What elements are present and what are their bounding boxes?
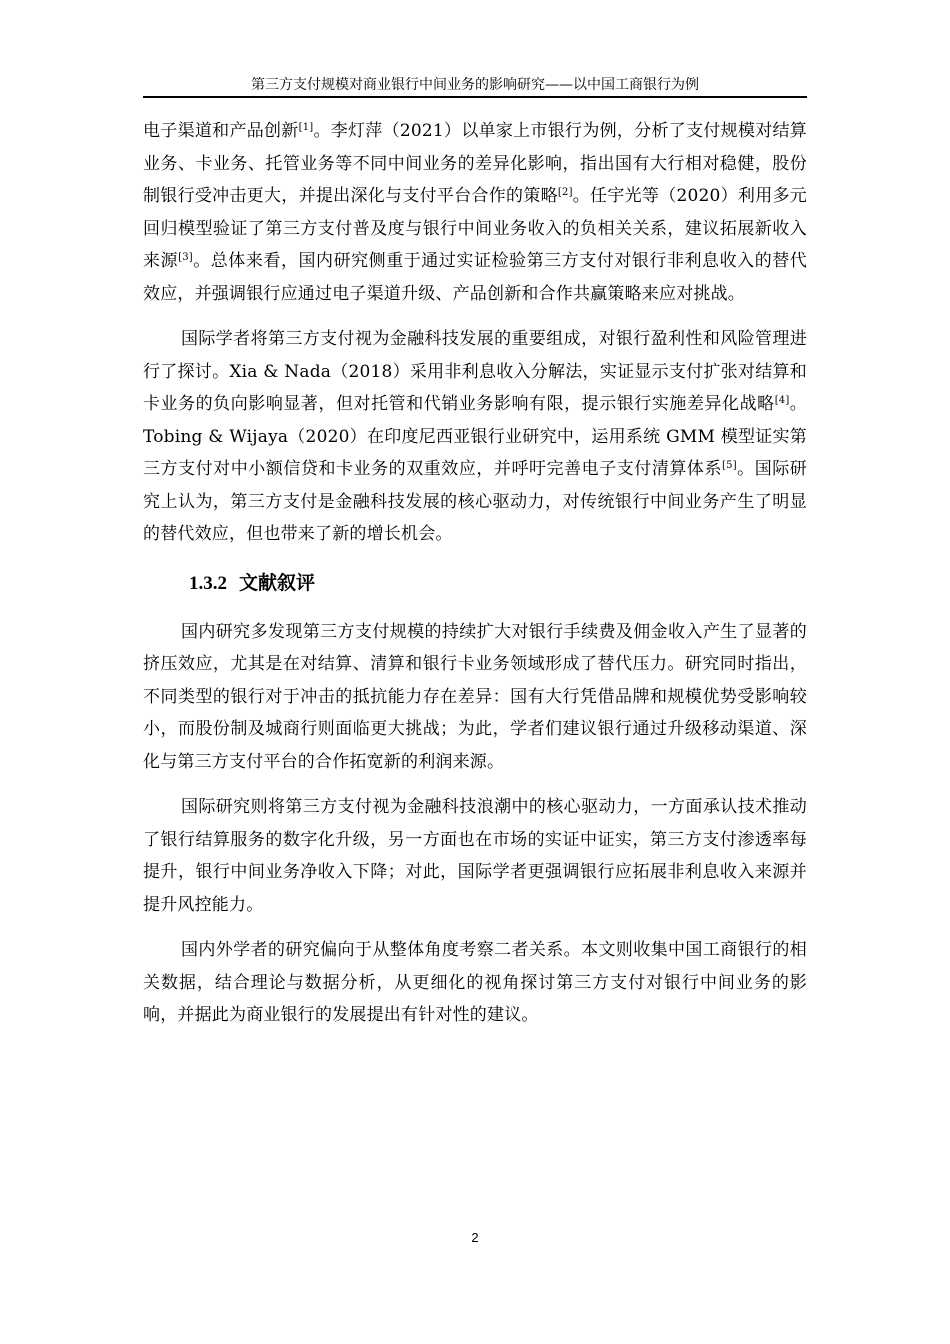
page-number: 2: [471, 1230, 479, 1245]
citation-5[interactable]: [5]: [722, 460, 737, 471]
header-rule: [143, 96, 807, 98]
paragraph-international-literature: [143, 323, 807, 551]
paragraph-gap: [143, 551, 807, 561]
paragraph-domestic-literature: [143, 115, 807, 310]
paragraph-gap: [143, 778, 807, 791]
citation-1[interactable]: [1]: [298, 122, 314, 133]
section-title: 文献叙评: [239, 571, 316, 594]
paragraph-text: 。Tobing & Wijaya（2020）在印度尼西亚银行业研究中，运用系统 GMM 模型证实第三方支付对中小额信贷和卡业务的双重效应，并呼吁完善电子支付清算体系: [143, 394, 808, 479]
paragraph-gap: [143, 606, 807, 616]
paragraph-text: 。任宇光等（2020）利用多元回归模型验证了第三方支付普及度与银行中间业务收入的负相关关系，建议拓展新收入来源: [143, 186, 807, 271]
section-heading: [143, 561, 807, 606]
paragraph-text: 国际学者将第三方支付视为金融科技发展的重要组成，对银行盈利性和风险管理进行了探讨。Xia & Nada（2018）采用非利息收入分解法，实证显示支付扩张对结算和卡业务的负向影响显著，但对托管和代销业务影响有限，提示银行实施差异化战略: [143, 329, 807, 414]
citation-2[interactable]: [2]: [557, 187, 573, 198]
section-number: 1.3.2: [189, 572, 227, 594]
paragraph-gap: [143, 310, 807, 323]
paragraph-gap: [143, 921, 807, 934]
paragraph-text: 。总体来看，国内研究侧重于通过实证检验第三方支付对银行非利息收入的替代效应，并强调银行应通过电子渠道升级、产品创新和合作共赢策略来应对挑战。: [143, 251, 807, 304]
paragraph-review-domestic: 国内研究多发现第三方支付规模的持续扩大对银行手续费及佣金收入产生了显著的挤压效应，尤其是在对结算、清算和银行卡业务领域形成了替代压力。研究同时指出，不同类型的银行对于冲击的抵抗能力存在差异：国有大行凭借品牌和规模优势受影响较小，而股份制及城商行则面临更大挑战；为此，学者们建议银行通过升级移动渠道、深化与第三方支付平台的合作拓宽新的利润来源。: [143, 621, 807, 772]
citation-4[interactable]: [4]: [774, 395, 790, 406]
paragraph-text: 。李灯萍（2021）以单家上市银行为例，分析了支付规模对结算业务、卡业务、托管业务等不同中间业务的差异化影响，指出国有大行相对稳健，股份制银行受冲击更大，并提出深化与支付平台合作的策略: [143, 121, 807, 206]
paragraph-review-international: 国际研究则将第三方支付视为金融科技浪潮中的核心驱动力，一方面承认技术推动了银行结算服务的数字化升级，另一方面也在市场的实证中证实，第三方支付渗透率每提升，银行中间业务净收入下降；对此，国际学者更强调银行应拓展非利息收入来源并提升风控能力。: [143, 797, 807, 915]
paragraph-text: 。国际研究上认为，第三方支付是金融科技发展的核心驱动力，对传统银行中间业务产生了明显的替代效应，但也带来了新的增长机会。: [143, 459, 807, 544]
citation-3[interactable]: [3]: [178, 252, 193, 263]
document-body: [143, 115, 807, 1032]
running-header: 第三方支付规模对商业银行中间业务的影响研究——以中国工商银行为例: [251, 77, 699, 93]
paragraph-text: 电子渠道和产品创新: [143, 121, 299, 141]
paragraph-review-summary: 国内外学者的研究偏向于从整体角度考察二者关系。本文则收集中国工商银行的相关数据，结合理论与数据分析，从更细化的视角探讨第三方支付对银行中间业务的影响，并据此为商业银行的发展提出有针对性的建议。: [143, 940, 807, 1025]
